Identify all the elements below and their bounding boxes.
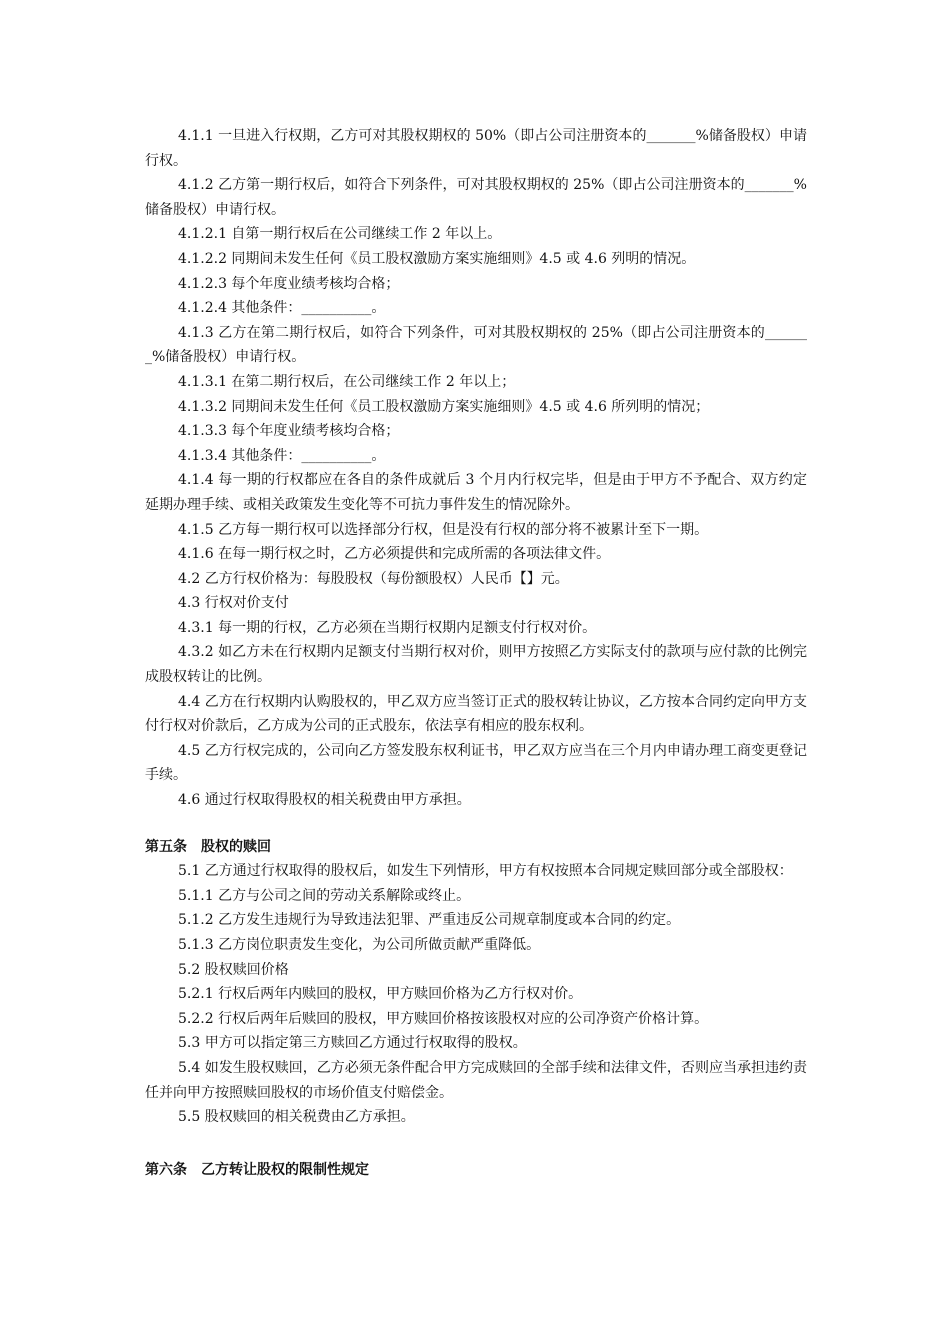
clause-4-1-2-2: 4.1.2.2 同期间未发生任何《员工股权激励方案实施细则》4.5 或 4.6 列明的情况。 bbox=[178, 250, 696, 267]
clause-5-2-2: 5.2.2 行权后两年后赎回的股权，甲方赎回价格按该股权对应的公司净资产价格计算。 bbox=[178, 1010, 709, 1027]
clause-4-1-5: 4.1.5 乙方每一期行权可以选择部分行权，但是没有行权的部分将不被累计至下一期。 bbox=[178, 521, 709, 538]
section-spacer bbox=[145, 813, 807, 835]
article-5-heading: 第五条 股权的赎回 bbox=[145, 838, 271, 855]
clause-4-1-2-3: 4.1.2.3 每个年度业绩考核均合格； bbox=[178, 275, 400, 292]
section-spacer bbox=[145, 1130, 807, 1158]
clause-4-3: 4.3 行权对价支付 bbox=[178, 595, 289, 612]
clause-5-1-2: 5.1.2 乙方发生违规行为导致违法犯罪、严重违反公司规章制度或本合同的约定。 bbox=[178, 912, 681, 929]
clause-4-1-3: 4.1.3 乙方在第二期行权后，如符合下列条件，可对其股权期权的 25%（即占公司注册资本的_______%储备股权）申请行权。 bbox=[145, 324, 807, 366]
clause-5-2: 5.2 股权赎回价格 bbox=[178, 961, 289, 978]
clause-5-5: 5.5 股权赎回的相关税费由乙方承担。 bbox=[178, 1109, 415, 1126]
clause-4-1-2-4: 4.1.2.4 其他条件：__________。 bbox=[178, 300, 386, 317]
clause-4-1-2: 4.1.2 乙方第一期行权后，如符合下列条件，可对其股权期权的 25%（即占公司注册资本的_______%储备股权）申请行权。 bbox=[145, 177, 807, 218]
article-6-heading: 第六条 乙方转让股权的限制性规定 bbox=[145, 1161, 369, 1178]
clause-5-1-3: 5.1.3 乙方岗位职责发生变化，为公司所做贡献严重降低。 bbox=[178, 937, 541, 953]
clause-4-3-1: 4.3.1 每一期的行权，乙方必须在当期行权期内足额支付行权对价。 bbox=[178, 619, 597, 636]
clause-5-3: 5.3 甲方可以指定第三方赎回乙方通过行权取得的股权。 bbox=[178, 1035, 527, 1052]
clause-5-4: 5.4 如发生股权赎回，乙方必须无条件配合甲方完成赎回的全部手续和法律文件，否则应当承担违约责任并向甲方按照赎回股权的市场价值支付赔偿金。 bbox=[145, 1059, 807, 1101]
document-body bbox=[145, 124, 807, 1182]
clause-4-1-4: 4.1.4 每一期的行权都应在各自的条件成就后 3 个月内行权完毕，但是由于甲方不予配合、双方约定延期办理手续、或相关政策发生变化等不可抗力事件发生的情况除外。 bbox=[145, 472, 807, 513]
clause-4-1-1: 4.1.1 一旦进入行权期，乙方可对其股权期权的 50%（即占公司注册资本的_______%储备股权）申请行权。 bbox=[145, 128, 807, 169]
clause-4-1-3-3: 4.1.3.3 每个年度业绩考核均合格； bbox=[178, 423, 400, 440]
clause-5-1-1: 5.1.1 乙方与公司之间的劳动关系解除或终止。 bbox=[178, 887, 471, 904]
clause-4-2: 4.2 乙方行权价格为：每股股权（每份额股权）人民币【】元。 bbox=[178, 570, 569, 587]
clause-4-1-3-1: 4.1.3.1 在第二期行权后，在公司继续工作 2 年以上； bbox=[178, 373, 516, 390]
clause-4-6: 4.6 通过行权取得股权的相关税费由甲方承担。 bbox=[178, 792, 471, 809]
clause-4-3-2: 4.3.2 如乙方未在行权期内足额支付当期行权对价，则甲方按照乙方实际支付的款项与应付款的比例完成股权转让的比例。 bbox=[145, 644, 807, 686]
clause-5-1: 5.1 乙方通过行权取得的股权后，如发生下列情形，甲方有权按照本合同规定赎回部分或全部股权： bbox=[178, 863, 793, 880]
clause-5-2-1: 5.2.1 行权后两年内赎回的股权，甲方赎回价格为乙方行权对价。 bbox=[178, 986, 583, 1003]
clause-4-1-2-1: 4.1.2.1 自第一期行权后在公司继续工作 2 年以上。 bbox=[178, 226, 502, 243]
clause-4-1-3-2: 4.1.3.2 同期间未发生任何《员工股权激励方案实施细则》4.5 或 4.6 所列明的情况； bbox=[178, 398, 710, 415]
clause-4-1-3-4: 4.1.3.4 其他条件：__________。 bbox=[178, 447, 386, 464]
clause-4-4: 4.4 乙方在行权期内认购股权的，甲乙双方应当签订正式的股权转让协议，乙方按本合同约定向甲方支付行权对价款后，乙方成为公司的正式股东，依法享有相应的股东权利。 bbox=[145, 693, 807, 735]
clause-4-1-6: 4.1.6 在每一期行权之时，乙方必须提供和完成所需的各项法律文件。 bbox=[178, 546, 611, 563]
clause-4-5: 4.5 乙方行权完成的，公司向乙方签发股东权利证书，甲乙双方应当在三个月内申请办理工商变更登记手续。 bbox=[145, 742, 807, 784]
